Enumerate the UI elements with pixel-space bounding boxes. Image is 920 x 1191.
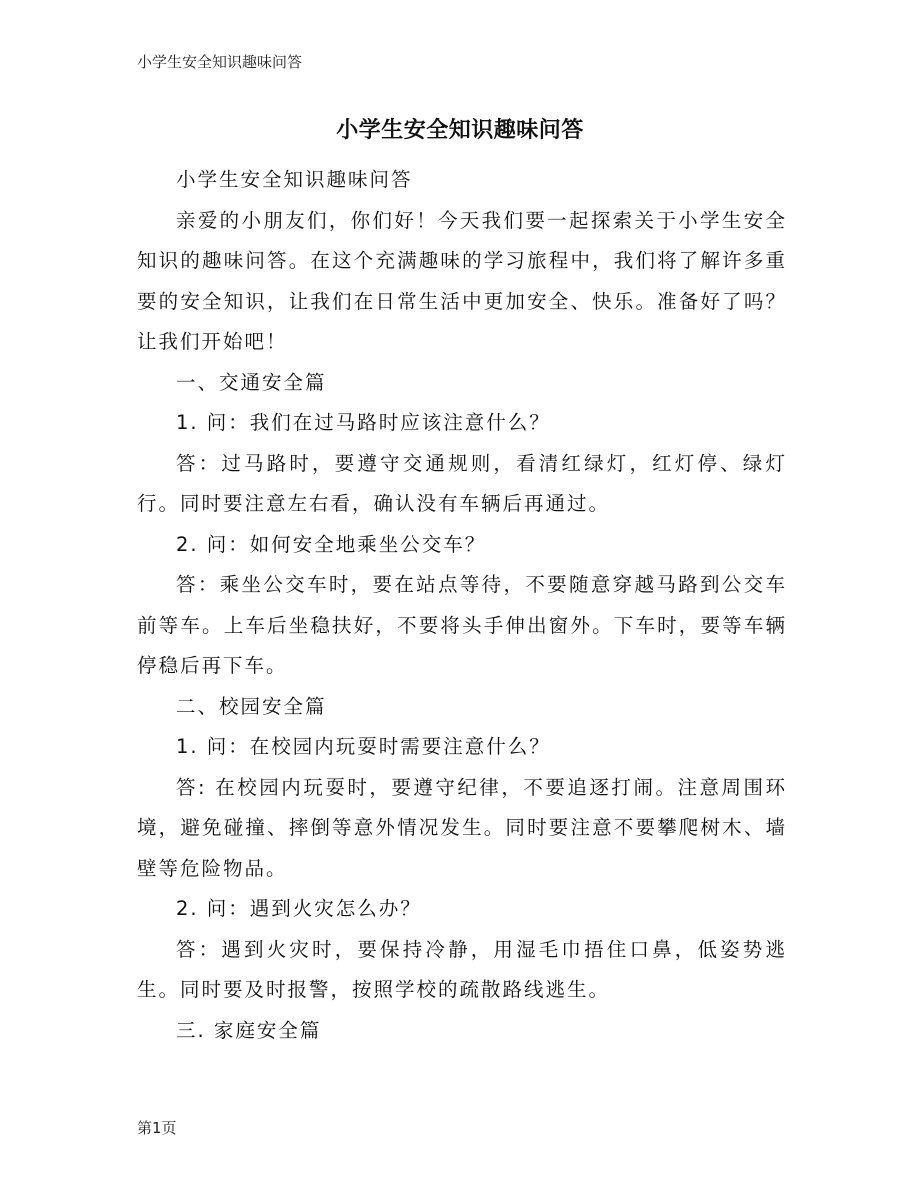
running-header: 小学生安全知识趣味问答 — [137, 53, 303, 71]
section-heading-traffic: 一、交通安全篇 — [176, 370, 327, 394]
document-body — [137, 160, 787, 1051]
question-campus-1: 1. 问：在校园内玩耍时需要注意什么？ — [176, 735, 551, 758]
question-campus-2: 2. 问：遇到火灾怎么办？ — [176, 897, 422, 920]
answer-traffic-2: 答：乘坐公交车时，要在站点等待，不要随意穿越马路到公交车前等车。上车后坐稳扶好，不要将头手伸出窗外。下车时，要等车辆停稳后再下车。 — [137, 573, 787, 677]
intro-paragraph: 亲爱的小朋友们，你们好！今天我们要一起探索关于小学生安全知识的趣味问答。在这个充满趣味的学习旅程中，我们将了解许多重要的安全知识，让我们在日常生活中更加安全、快乐。准备好了吗？让我们开始吧！ — [137, 208, 787, 353]
answer-campus-1: 答: 在校园内玩耍时，要遵守纪律，不要追逐打闹。注意周围环境，避免碰撞、摔倒等意外情况发生。同时要注意不要攀爬树木、墙壁等危险物品。 — [137, 775, 787, 880]
page-title: 小学生安全知识趣味问答 — [336, 118, 584, 143]
question-traffic-2: 2. 问：如何安全地乘坐公交车？ — [176, 532, 487, 556]
question-traffic-1: 1. 问：我们在过马路时应该注意什么？ — [176, 411, 551, 434]
section-heading-home: 三. 家庭安全篇 — [176, 1018, 322, 1042]
section-heading-campus: 二、校园安全篇 — [176, 694, 327, 718]
answer-campus-2: 答：遇到火灾时，要保持冷静，用湿毛巾捂住口鼻，低姿势逃生。同时要及时报警，按照学校的疏散路线逃生。 — [137, 937, 787, 1001]
answer-traffic-1: 答：过马路时，要遵守交通规则，看清红绿灯，红灯停、绿灯行。同时要注意左右看，确认没有车辆后再通过。 — [137, 451, 787, 515]
page-number: 第1页 — [137, 1119, 177, 1137]
intro-heading: 小学生安全知识趣味问答 — [176, 168, 413, 191]
